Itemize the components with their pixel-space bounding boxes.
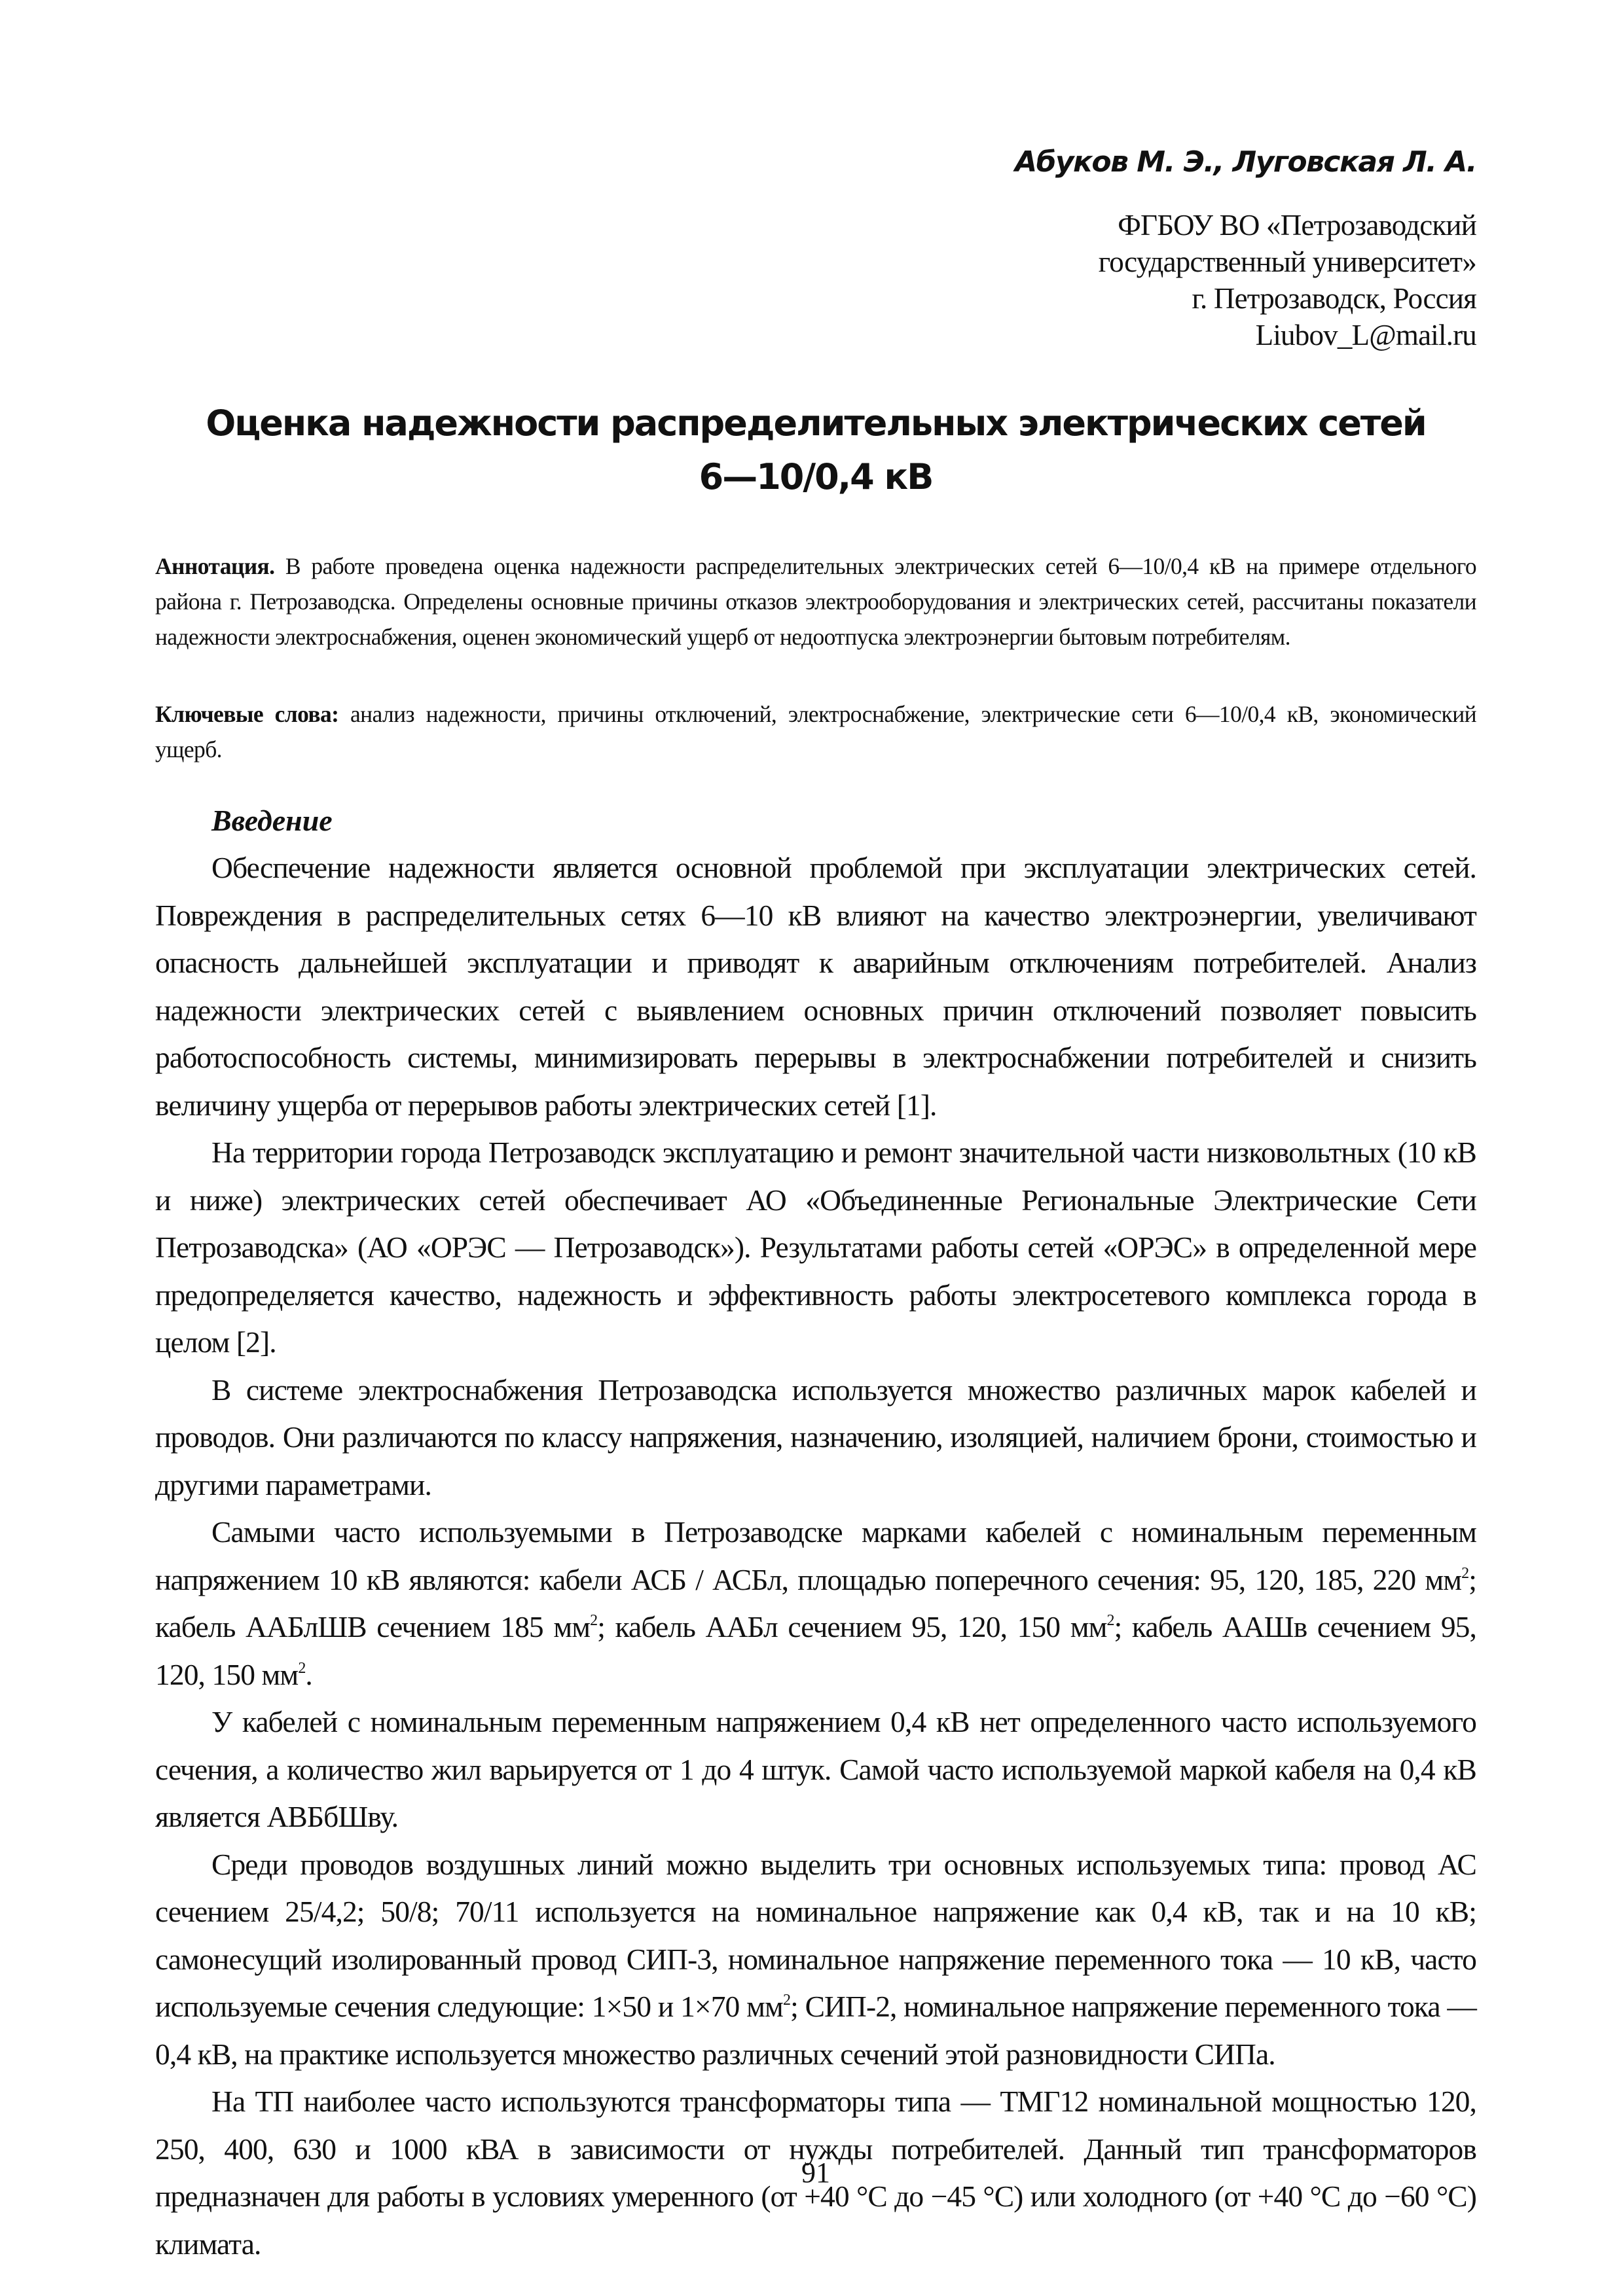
text-run: ; СИП-2, номинальное напряжение переменного тока — 0,4 кВ, на практике используется множество различных сечений этой разновидности СИПа. [155,1990,1476,2071]
text-run: ; кабель ААБл сечением 95, 120, 150 мм [597,1610,1107,1643]
paragraph-cables [155,1509,1476,1698]
authors: Абуков М. Э., Луговская Л. А. [1015,145,1476,179]
author-block [1015,143,1476,353]
affiliation-line: государственный университет» [1098,245,1476,278]
abstract-label: Аннотация. [155,553,275,579]
paragraph: На территории города Петрозаводск эксплуатацию и ремонт значительной части низковольтных (10 кВ и ниже) электрических сетей обеспечивает АО «Объединенные Региональные Электрические Сети Петрозаводска» (АО «ОРЭС — Петрозаводск»). Результатами работы сетей «ОРЭС» в определенной мере предопределяется качество, надежность и эффективность работы электросетевого комплекса города в целом [2]. [155,1136,1476,1359]
abstract [155,548,1476,655]
text-run: ; кабель ААБлШВ сечением 185 мм [155,1562,1476,1643]
author-email: Liubov_L@mail.ru [1255,319,1476,351]
keywords [155,696,1476,767]
affiliation-line: ФГБОУ ВО «Петрозаводский [1118,209,1476,242]
superscript: 2 [1106,1612,1114,1629]
title-line-2: 6—10/0,4 кВ [699,456,933,497]
text-run: ; кабель ААШв сечением 95, 120, 150 мм [155,1610,1477,1691]
document-page [155,0,1476,2296]
text-run: Самыми часто используемыми в Петрозаводске марками кабелей с номинальным переменным напряжением 10 кВ являются: кабели АСБ / АСБл, площадью поперечного сечения: 95, 120, 185, 220 мм [155,1515,1476,1596]
superscript: 2 [782,1992,791,2009]
paper-title [155,397,1476,504]
text-run: Среди проводов воздушных линий можно выделить три основных используемых типа: провод АС сечением 25/4,2; 50/8; 70/11 используется на номинальное напряжение как 0,4 кВ, так и на 10 кВ; самонесущий изолированный провод СИП-3, номинальное напряжение переменного тока — 10 кВ, часто используемые сечения следующие: 1×50 и 1×70 мм [155,1847,1476,2023]
paragraph: В системе электроснабжения Петрозаводска используется множество различных марок кабелей и проводов. Они различаются по классу напряжения, назначению, изоляцией, наличием брони, стоимостью и другими параметрами. [155,1372,1476,1501]
section-body [155,844,1476,2268]
title-line-1: Оценка надежности распределительных электрических сетей [206,403,1426,444]
section-heading-introduction: Введение [211,804,333,837]
paragraph: На ТП наиболее часто используются трансформаторы типа — ТМГ12 номинальной мощностью 120, 250, 400, 630 и 1000 кВА в зависимости от нужды потребителей. Данный тип трансформаторов предназначен для работы в условиях умеренного (от +40 °С до −45 °С) или холодного (от +40 °С до −60 °С) климата. [155,2085,1476,2261]
superscript: 2 [298,1659,306,1677]
affiliation-line: г. Петрозаводск, Россия [1192,282,1476,315]
paragraph: У кабелей с номинальным переменным напряжением 0,4 кВ нет определенного часто используемого сечения, а количество жил варьируется от 1 до 4 штук. Самой часто используемой маркой кабеля на 0,4 кВ является АВБбШву. [155,1705,1476,1833]
keywords-text: анализ надежности, причины отключений, электроснабжение, электрические сети 6—10/0,4 кВ, экономический ущерб. [155,701,1476,762]
paragraph: Обеспечение надежности является основной проблемой при эксплуатации электрических сетей. Повреждения в распределительных сетях 6—10 кВ влияют на качество электроэнергии, увеличивают опасность дальнейшей эксплуатации и приводят к аварийным отключениям потребителей. Анализ надежности электрических сетей с выявлением основных причин отключений позволяет повысить работоспособность системы, минимизировать перерывы в электроснабжении потребителей и снизить величину ущерба от перерывов работы электрических сетей [1]. [155,851,1476,1122]
page-number: 91 [801,2157,830,2189]
superscript: 2 [590,1612,598,1629]
paragraph-wires [155,1841,1476,2079]
text-run: . [305,1657,312,1691]
keywords-label: Ключевые слова: [155,701,339,727]
abstract-text: В работе проведена оценка надежности распределительных электрических сетей 6—10/0,4 кВ на примере отдельного района г. Петрозаводска. Определены основные причины отказов электрооборудования и электрических сетей, рассчитаны показатели надежности электроснабжения, оценен экономический ущерб от недоотпуска электроэнергии бытовым потребителям. [155,553,1476,650]
superscript: 2 [1461,1564,1469,1582]
